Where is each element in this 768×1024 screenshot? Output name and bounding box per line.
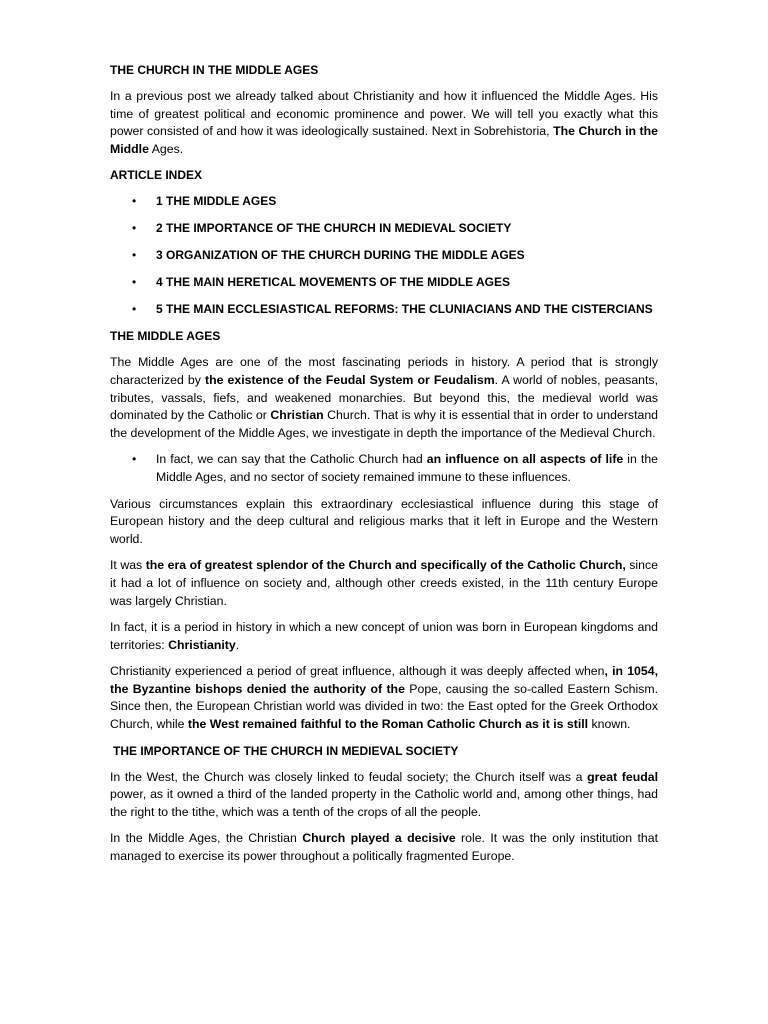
body-paragraph: In the Middle Ages, the Christian Church played a decisive role. It was the only institution that managed to exercise its power throughout a politically fragmented Europe. <box>110 831 658 864</box>
intro-bold-text: The Church in the Middle <box>110 124 658 156</box>
bullet-icon: • <box>132 221 137 236</box>
document-title: THE CHURCH IN THE MIDDLE AGES <box>110 63 319 77</box>
index-item[interactable]: • 3 ORGANIZATION OF THE CHURCH DURING THE MIDDLE AGES <box>132 248 525 263</box>
bullet-icon: • <box>132 302 137 317</box>
bullet-icon: • <box>132 452 137 467</box>
index-item[interactable]: • 5 THE MAIN ECCLESIASTICAL REFORMS: THE CLUNIACIANS AND THE CISTERCIANS <box>132 302 653 317</box>
index-item[interactable]: • 2 THE IMPORTANCE OF THE CHURCH IN MEDIEVAL SOCIETY <box>132 221 512 236</box>
bullet-icon: • <box>132 248 137 263</box>
body-paragraph: Christianity experienced a period of great influence, although it was deeply affected when, in 1054, the Byzantine bishops denied the authority of the Pope, causing the so-called Eastern Schism. Since then, the European Christian world was divided in two: the East opted for the Greek Orthodox Church, while the West remained faithful to the Roman Catholic Church as it is still known. <box>110 664 659 732</box>
section-heading-importance: THE IMPORTANCE OF THE CHURCH IN MEDIEVAL SOCIETY <box>113 743 459 758</box>
body-paragraph: The Middle Ages are one of the most fascinating periods in history. A period that is strongly characterized by the existence of the Feudal System or Feudalism. A world of nobles, peasants, tributes, vassals, fiefs, and weakened monarchies. But beyond this, the medieval world was dominated by the Catholic or Christian Church. That is why it is essential that in order to understand the development of the Middle Ages, we investigate in depth the importance of the Medieval Church. <box>110 355 659 440</box>
intro-text-end: Ages. <box>148 141 184 156</box>
index-item[interactable]: • 1 THE MIDDLE AGES <box>132 194 277 209</box>
index-item[interactable]: • 4 THE MAIN HERETICAL MOVEMENTS OF THE MIDDLE AGES <box>132 275 511 290</box>
body-paragraph: In the West, the Church was closely linked to feudal society; the Church itself was a great feudal power, as it owned a third of the landed property in the Catholic world and, among other things, had the right to the tithe, which was a tenth of the crops of all the people. <box>110 769 659 819</box>
bullet-icon: • <box>132 194 137 209</box>
article-index-list <box>110 193 658 318</box>
list-item: • In fact, we can say that the Catholic Church had an influence on all aspects of life in the Middle Ages, and no sector of society remained immune to these influences. <box>132 452 659 484</box>
intro-text: In a previous post we already talked about Christianity and how it influenced the Middle Ages. His time of greatest political and economic prominence and power. We will tell you exactly what this power consisted of and how it was ideologically sustained. Next in Sobrehistoria, <box>110 89 658 139</box>
body-paragraph: In fact, it is a period in history in which a new concept of union was born in European kingdoms and territories: Christianity. <box>110 620 658 652</box>
body-paragraph: Various circumstances explain this extraordinary ecclesiastical influence during this stage of European history and the deep cultural and religious marks that it left in Europe and the Western world. <box>110 496 658 546</box>
bullet-icon: • <box>132 275 137 290</box>
body-paragraph: It was the era of greatest splendor of the Church and specifically of the Catholic Church, since it had a lot of influence on society and, although other creeds existed, in the 11th century Europe was largely Christian. <box>110 558 658 608</box>
section-heading-middle-ages: THE MIDDLE AGES <box>110 329 221 344</box>
intro-paragraph <box>110 88 658 158</box>
index-heading: ARTICLE INDEX <box>110 168 203 183</box>
body-bullet-list <box>110 451 658 486</box>
